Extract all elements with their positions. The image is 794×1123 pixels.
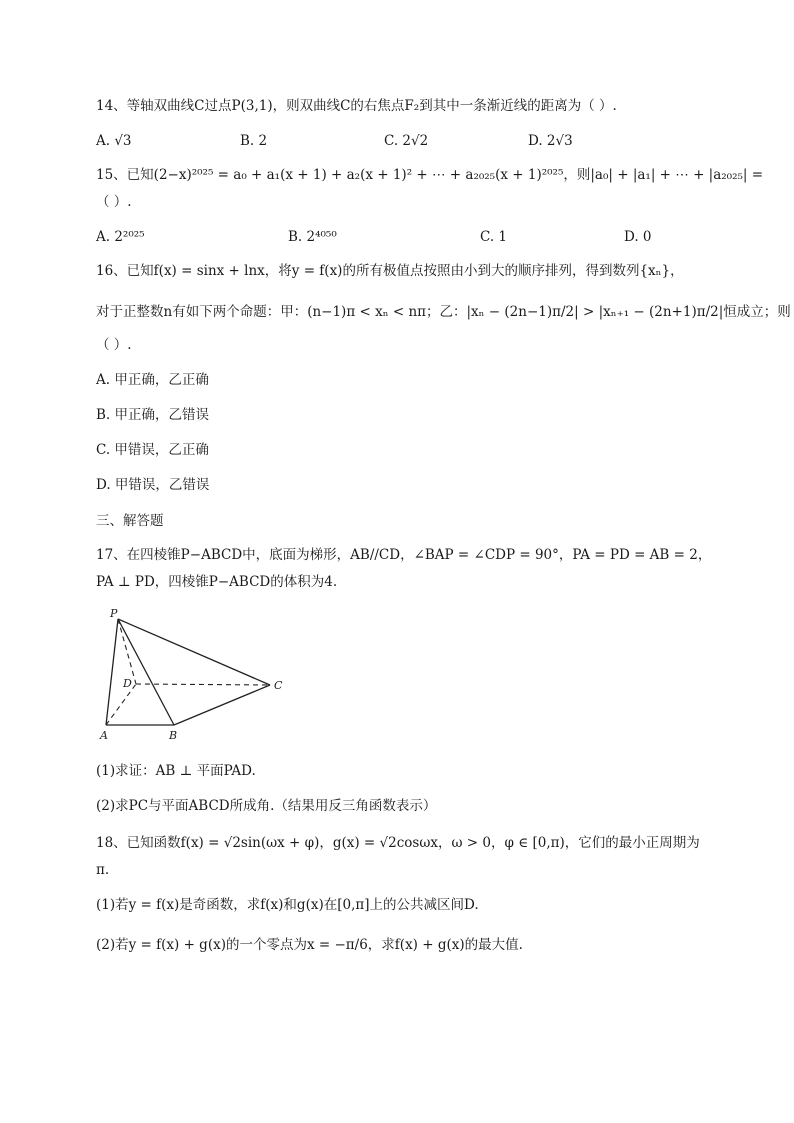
q17-stem: 17、在四棱锥P−ABCD中，底面为梯形，AB//CD，∠BAP = ∠CDP = 90°，PA = PD = AB = 2， (96, 547, 712, 563)
label-b: B (169, 729, 178, 742)
q18-part1: (1)若y = f(x)是奇函数，求f(x)和g(x)在[0,π]上的公共减区间D. (96, 897, 479, 913)
q18-stem: 18、已知函数f(x) = √2sin(ωx + φ)，g(x) = √2cosωx，ω > 0，φ ∈ [0,π)，它们的最小正周期为 (96, 835, 700, 851)
label-d: D (123, 677, 132, 690)
q15-option-a: A. 2²⁰²⁵ (96, 229, 145, 245)
q14-option-d: D. 2√3 (528, 133, 573, 149)
q17-part2: (2)求PC与平面ABCD所成角.（结果用反三角函数表示） (96, 798, 437, 814)
edge-dc (136, 684, 270, 685)
q14-option-c: C. 2√2 (384, 133, 429, 149)
q18-part2: (2)若y = f(x) + g(x)的一个零点为x = −π/6，求f(x) + g(x)的最大值. (96, 937, 523, 953)
label-p: P (110, 607, 118, 620)
q16-option-b: B. 甲正确，乙错误 (96, 407, 210, 423)
q16-option-a: A. 甲正确，乙正确 (96, 372, 209, 388)
q14-option-b: B. 2 (240, 133, 268, 149)
pyramid-figure (96, 605, 296, 745)
edge-bc (174, 685, 270, 725)
q16-stem: 16、已知f(x) = sinx + lnx，将y = f(x)的所有极值点按照由小到大的顺序排列，得到数列{xₙ}， (96, 263, 684, 279)
edge-pa (106, 619, 118, 725)
q15-option-c: C. 1 (480, 229, 508, 245)
q14-option-a: A. √3 (96, 133, 132, 149)
q16-option-d: D. 甲错误，乙错误 (96, 477, 210, 493)
edge-pc (118, 619, 270, 685)
q18-stem-continued: π. (96, 862, 110, 878)
q15-option-d: D. 0 (624, 229, 652, 245)
label-c: C (274, 679, 283, 692)
q16-stem-end: （ ）. (96, 337, 132, 353)
q14-stem: 14、等轴双曲线C过点P(3,1)，则双曲线C的右焦点F₂到其中一条渐近线的距离为（ ）. (96, 98, 617, 114)
q17-stem-continued: PA ⊥ PD，四棱锥P−ABCD的体积为4. (96, 574, 338, 590)
q15-stem-continued: （ ）. (96, 194, 132, 210)
q17-part1: (1)求证：AB ⊥ 平面PAD. (96, 763, 256, 779)
q16-stem-continued: 对于正整数n有如下两个命题：甲：(n−1)π < xₙ < nπ；乙：|xₙ − (2n−1)π/2| > |xₙ₊₁ − (2n+1)π/2|恒成立；则 (96, 304, 791, 320)
edge-pd (118, 619, 136, 684)
q16-option-c: C. 甲错误，乙正确 (96, 442, 209, 458)
q15-option-b: B. 2⁴⁰⁵⁰ (288, 229, 337, 245)
edge-pb (118, 619, 174, 725)
q15-stem: 15、已知(2−x)²⁰²⁵ = a₀ + a₁(x + 1) + a₂(x + 1)² + ⋯ + a₂₀₂₅(x + 1)²⁰²⁵，则|a₀| + |a₁| + ⋯ + |a₂₀₂₅| = (96, 167, 764, 183)
section-heading: 三、解答题 (96, 513, 164, 529)
label-a: A (100, 729, 108, 742)
